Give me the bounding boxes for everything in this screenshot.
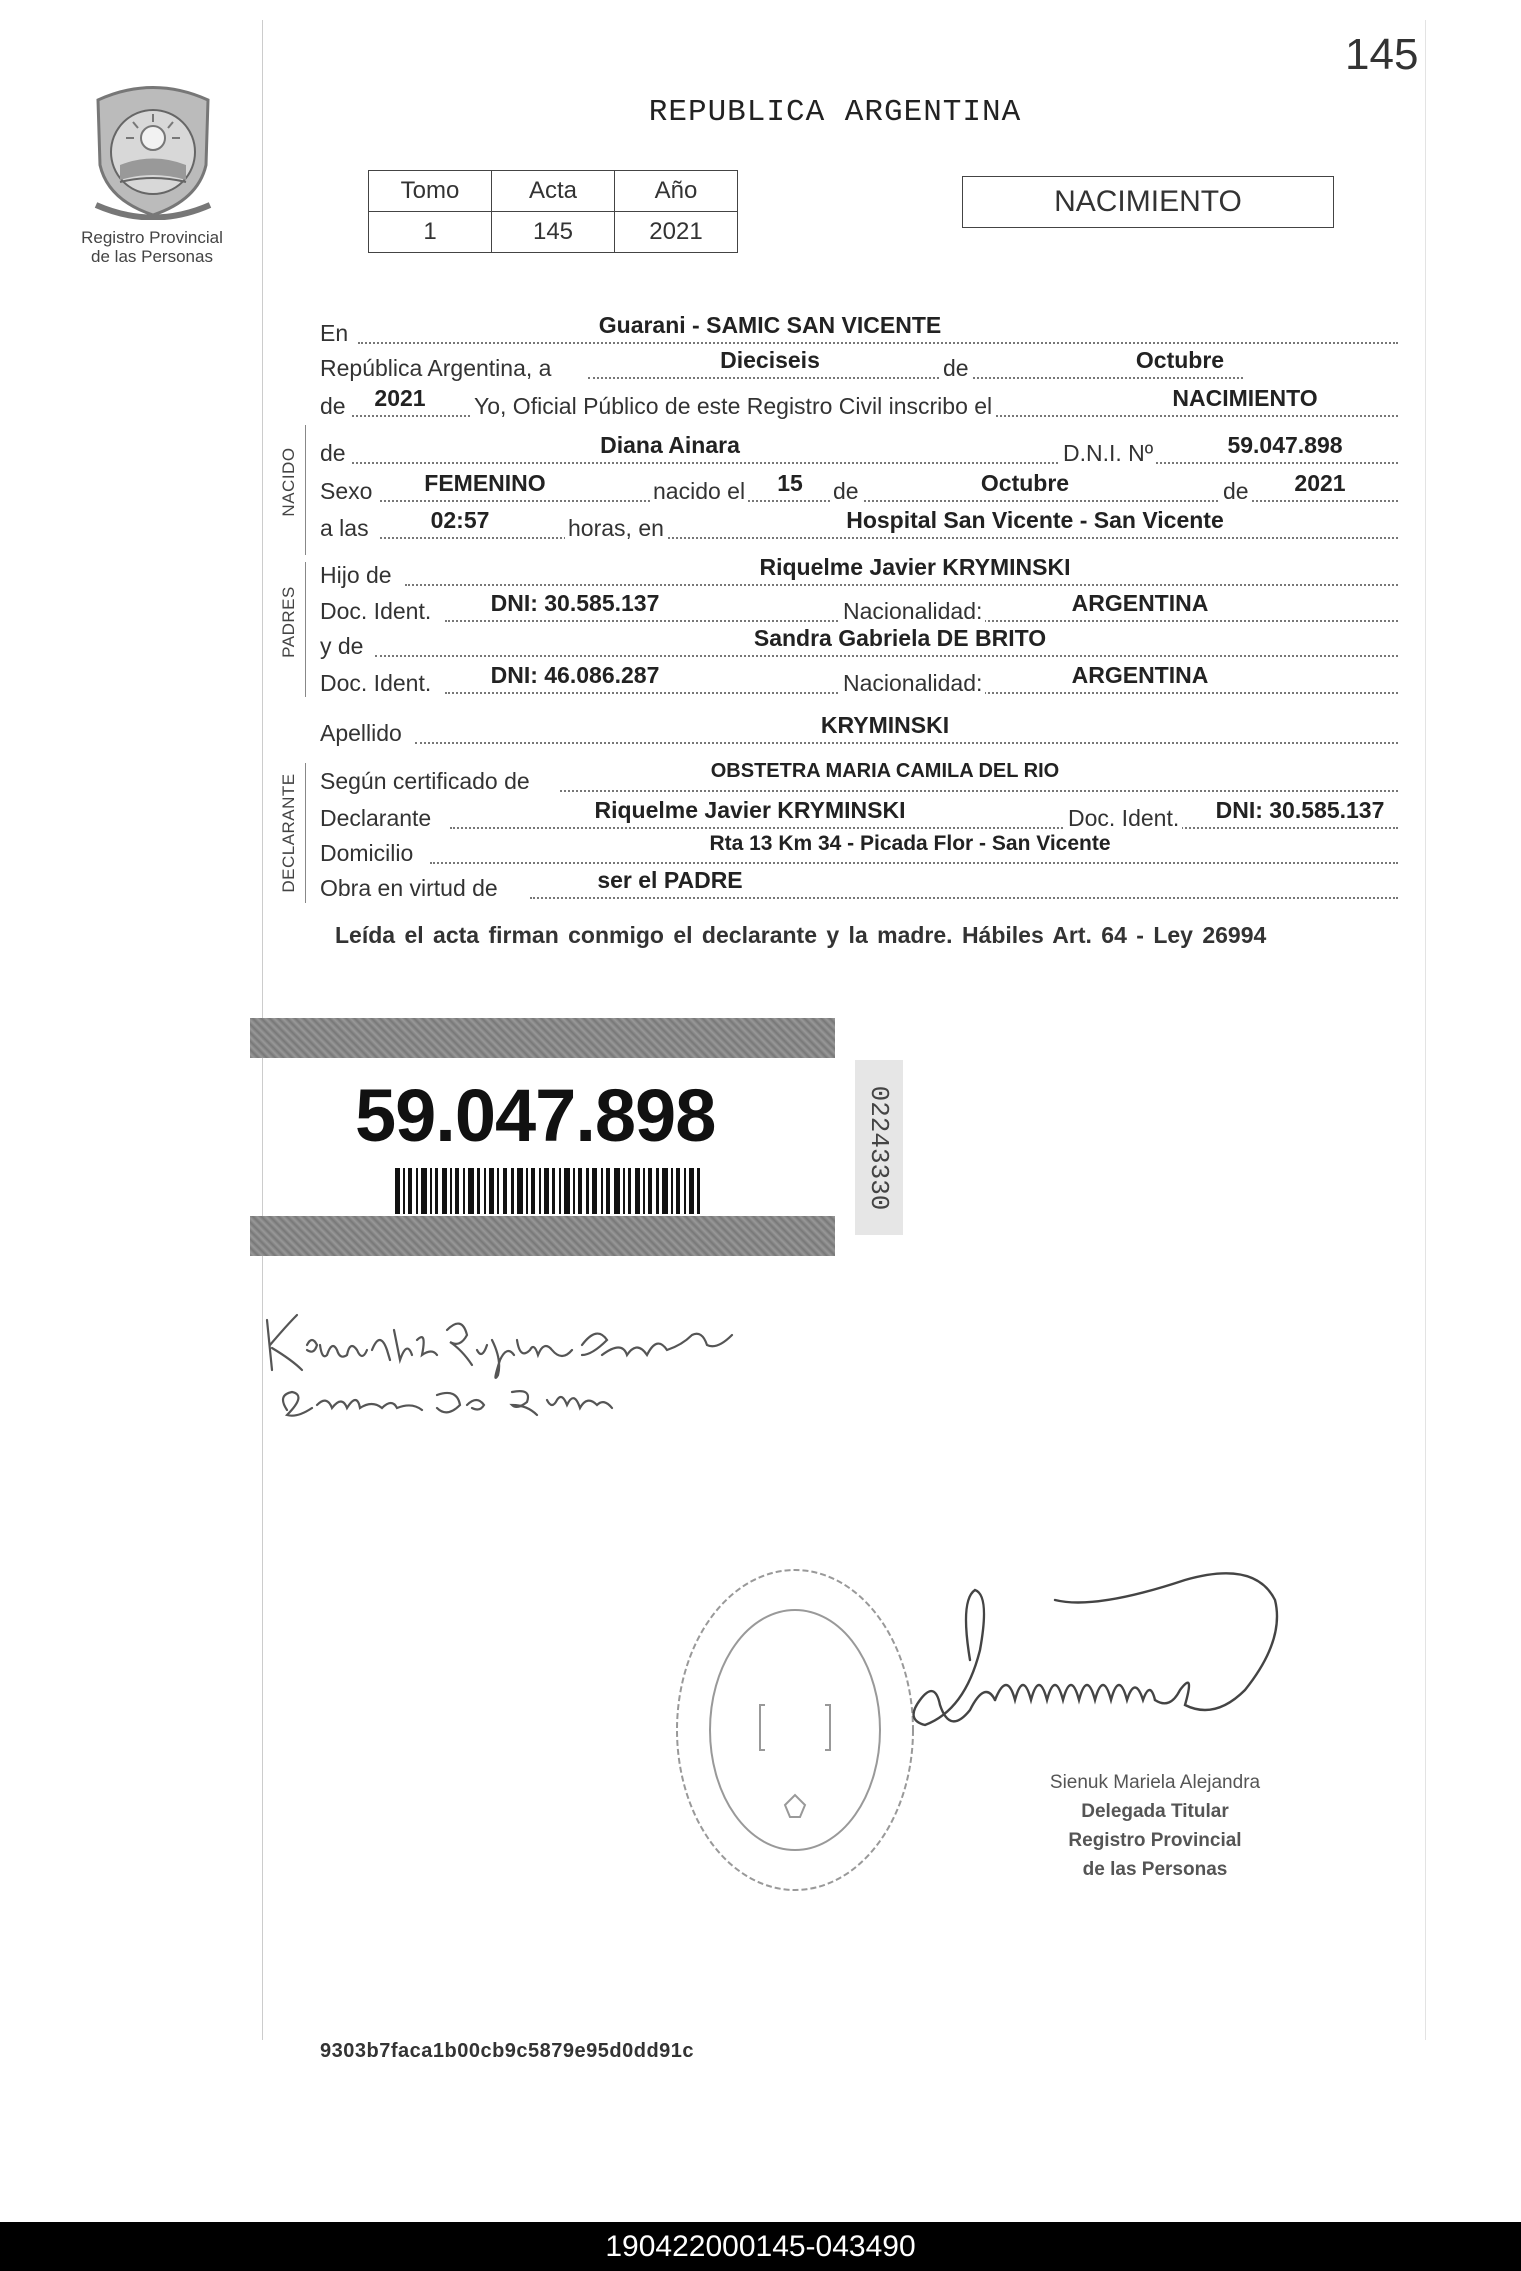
mother-name-value: Sandra Gabriela DE BRITO [753,625,1047,651]
label-nacido-el: nacido el [650,478,748,505]
sticker-bottom-band [250,1216,835,1256]
child-name-value: Diana Ainara [600,432,740,458]
capacity-value: ser el PADRE [597,867,743,893]
mother-doc-value: DNI: 46.086.287 [490,662,660,688]
vertical-code-box [855,1060,903,1235]
footer-code: 190422000145-043490 [605,2230,916,2263]
label-de-year: de [320,393,346,419]
acta-value: 145 [492,212,615,253]
label-apellido: Apellido [320,720,402,746]
label-sexo: Sexo [320,478,373,504]
padres-bracket [305,562,306,697]
act-type-box: NACIMIENTO [962,176,1334,228]
label-doc-mother: Doc. Ident. [320,670,432,696]
barcode-icon [395,1168,705,1214]
label-yo: Yo, Oficial Público de este Registro Civil inscribo el [470,393,996,420]
nacido-bracket [305,425,306,555]
official-name: Sienuk Mariela Alejandra [1049,1772,1261,1793]
label-doc-declarant: Doc. Ident. [1065,805,1182,832]
month-value: Octubre [1135,347,1225,373]
official-block [985,1768,1325,1884]
acta-header: Acta [492,171,615,212]
vertical-code: 02243330 [864,1085,894,1211]
father-nationality-value: ARGENTINA [1071,590,1209,616]
right-margin-line [1425,20,1426,2040]
legal-text: Leída el acta firman conmigo el declarante y la madre. Hábiles Art. 64 - Ley 26994 [335,922,1267,948]
registry-label-line-1: Registro Provincial [81,228,223,247]
sticker-top-band [250,1018,835,1058]
side-label-padres: PADRES [279,586,298,658]
label-hijo-de: Hijo de [320,562,392,588]
label-nacionalidad-father: Nacionalidad: [840,598,985,625]
father-doc-value: DNI: 30.585.137 [490,590,660,616]
official-office-2: de las Personas [1082,1859,1228,1880]
side-label-nacido: NACIDO [279,447,298,517]
year-value: 2021 [374,385,426,411]
row-capacity [320,867,1398,911]
official-office-1: Registro Provincial [1068,1830,1242,1851]
label-a-las: a las [320,515,369,541]
side-label-declarante: DECLARANTE [279,773,298,893]
document-title: REPUBLICA ARGENTINA [648,95,1022,130]
day-value: Dieciseis [720,347,820,373]
row-time-place [320,507,1398,551]
page-number: 145 [1345,30,1419,79]
birth-place-value: Hospital San Vicente - San Vicente [846,507,1224,533]
sticker-dni-number: 59.047.898 [355,1074,716,1157]
certificate-value: OBSTETRA MARIA CAMILA DEL RIO [710,760,1060,782]
mother-nationality-value: ARGENTINA [1071,662,1209,688]
birth-day-value: 15 [777,470,803,496]
label-horas-en: horas, en [565,515,667,542]
label-segun: Según certificado de [320,768,530,794]
sex-value: FEMENINO [424,470,546,496]
label-obra: Obra en virtud de [320,875,498,901]
label-de-birth-month: de [830,478,862,505]
birth-time-value: 02:57 [430,507,490,533]
label-de-birth-year: de [1220,478,1252,505]
label-de-child: de [320,440,346,466]
label-y-de: y de [320,633,364,659]
handwritten-signature-parents [262,1300,912,1430]
ano-header: Año [615,171,738,212]
child-dni-value: 59.047.898 [1227,432,1343,458]
label-declarante: Declarante [320,805,432,831]
row-mother-doc [320,662,1398,706]
label-dni: D.N.I. Nº [1060,440,1156,467]
document-hash: 9303b7faca1b00cb9c5879e95d0dd91c [320,2040,695,2062]
label-nacionalidad-mother: Nacionalidad: [840,670,985,697]
row-year-act [320,385,1398,429]
address-value: Rta 13 Km 34 - Picada Flor - San Vicente [709,832,1111,855]
official-signature [895,1560,1335,1760]
row-surname [320,712,1398,756]
reference-table [368,170,738,253]
act-value: NACIMIENTO [1172,385,1318,411]
declarante-bracket [305,763,306,903]
tomo-value: 1 [369,212,492,253]
declarant-doc-value: DNI: 30.585.137 [1215,797,1385,823]
surname-value: KRYMINSKI [820,712,950,738]
birth-year-value: 2021 [1294,470,1346,496]
barcode-sticker [250,1018,835,1258]
registry-label-line-2: de las Personas [91,247,213,266]
father-name-value: Riquelme Javier KRYMINSKI [759,554,1071,580]
label-republica: República Argentina, a [320,355,552,381]
label-de: de [940,355,972,382]
province-seal-icon [78,70,228,220]
row-address [320,832,1398,876]
birth-month-value: Octubre [980,470,1070,496]
official-stamp-icon [665,1555,925,1905]
label-domicilio: Domicilio [320,840,414,866]
ano-value: 2021 [615,212,738,253]
place-value: Guarani - SAMIC SAN VICENTE [598,312,942,338]
registry-label [62,228,242,266]
label-doc-father: Doc. Ident. [320,598,432,624]
declarant-value: Riquelme Javier KRYMINSKI [594,797,906,823]
tomo-header: Tomo [369,171,492,212]
label-en: En [320,320,349,346]
official-title: Delegada Titular [1081,1801,1229,1822]
